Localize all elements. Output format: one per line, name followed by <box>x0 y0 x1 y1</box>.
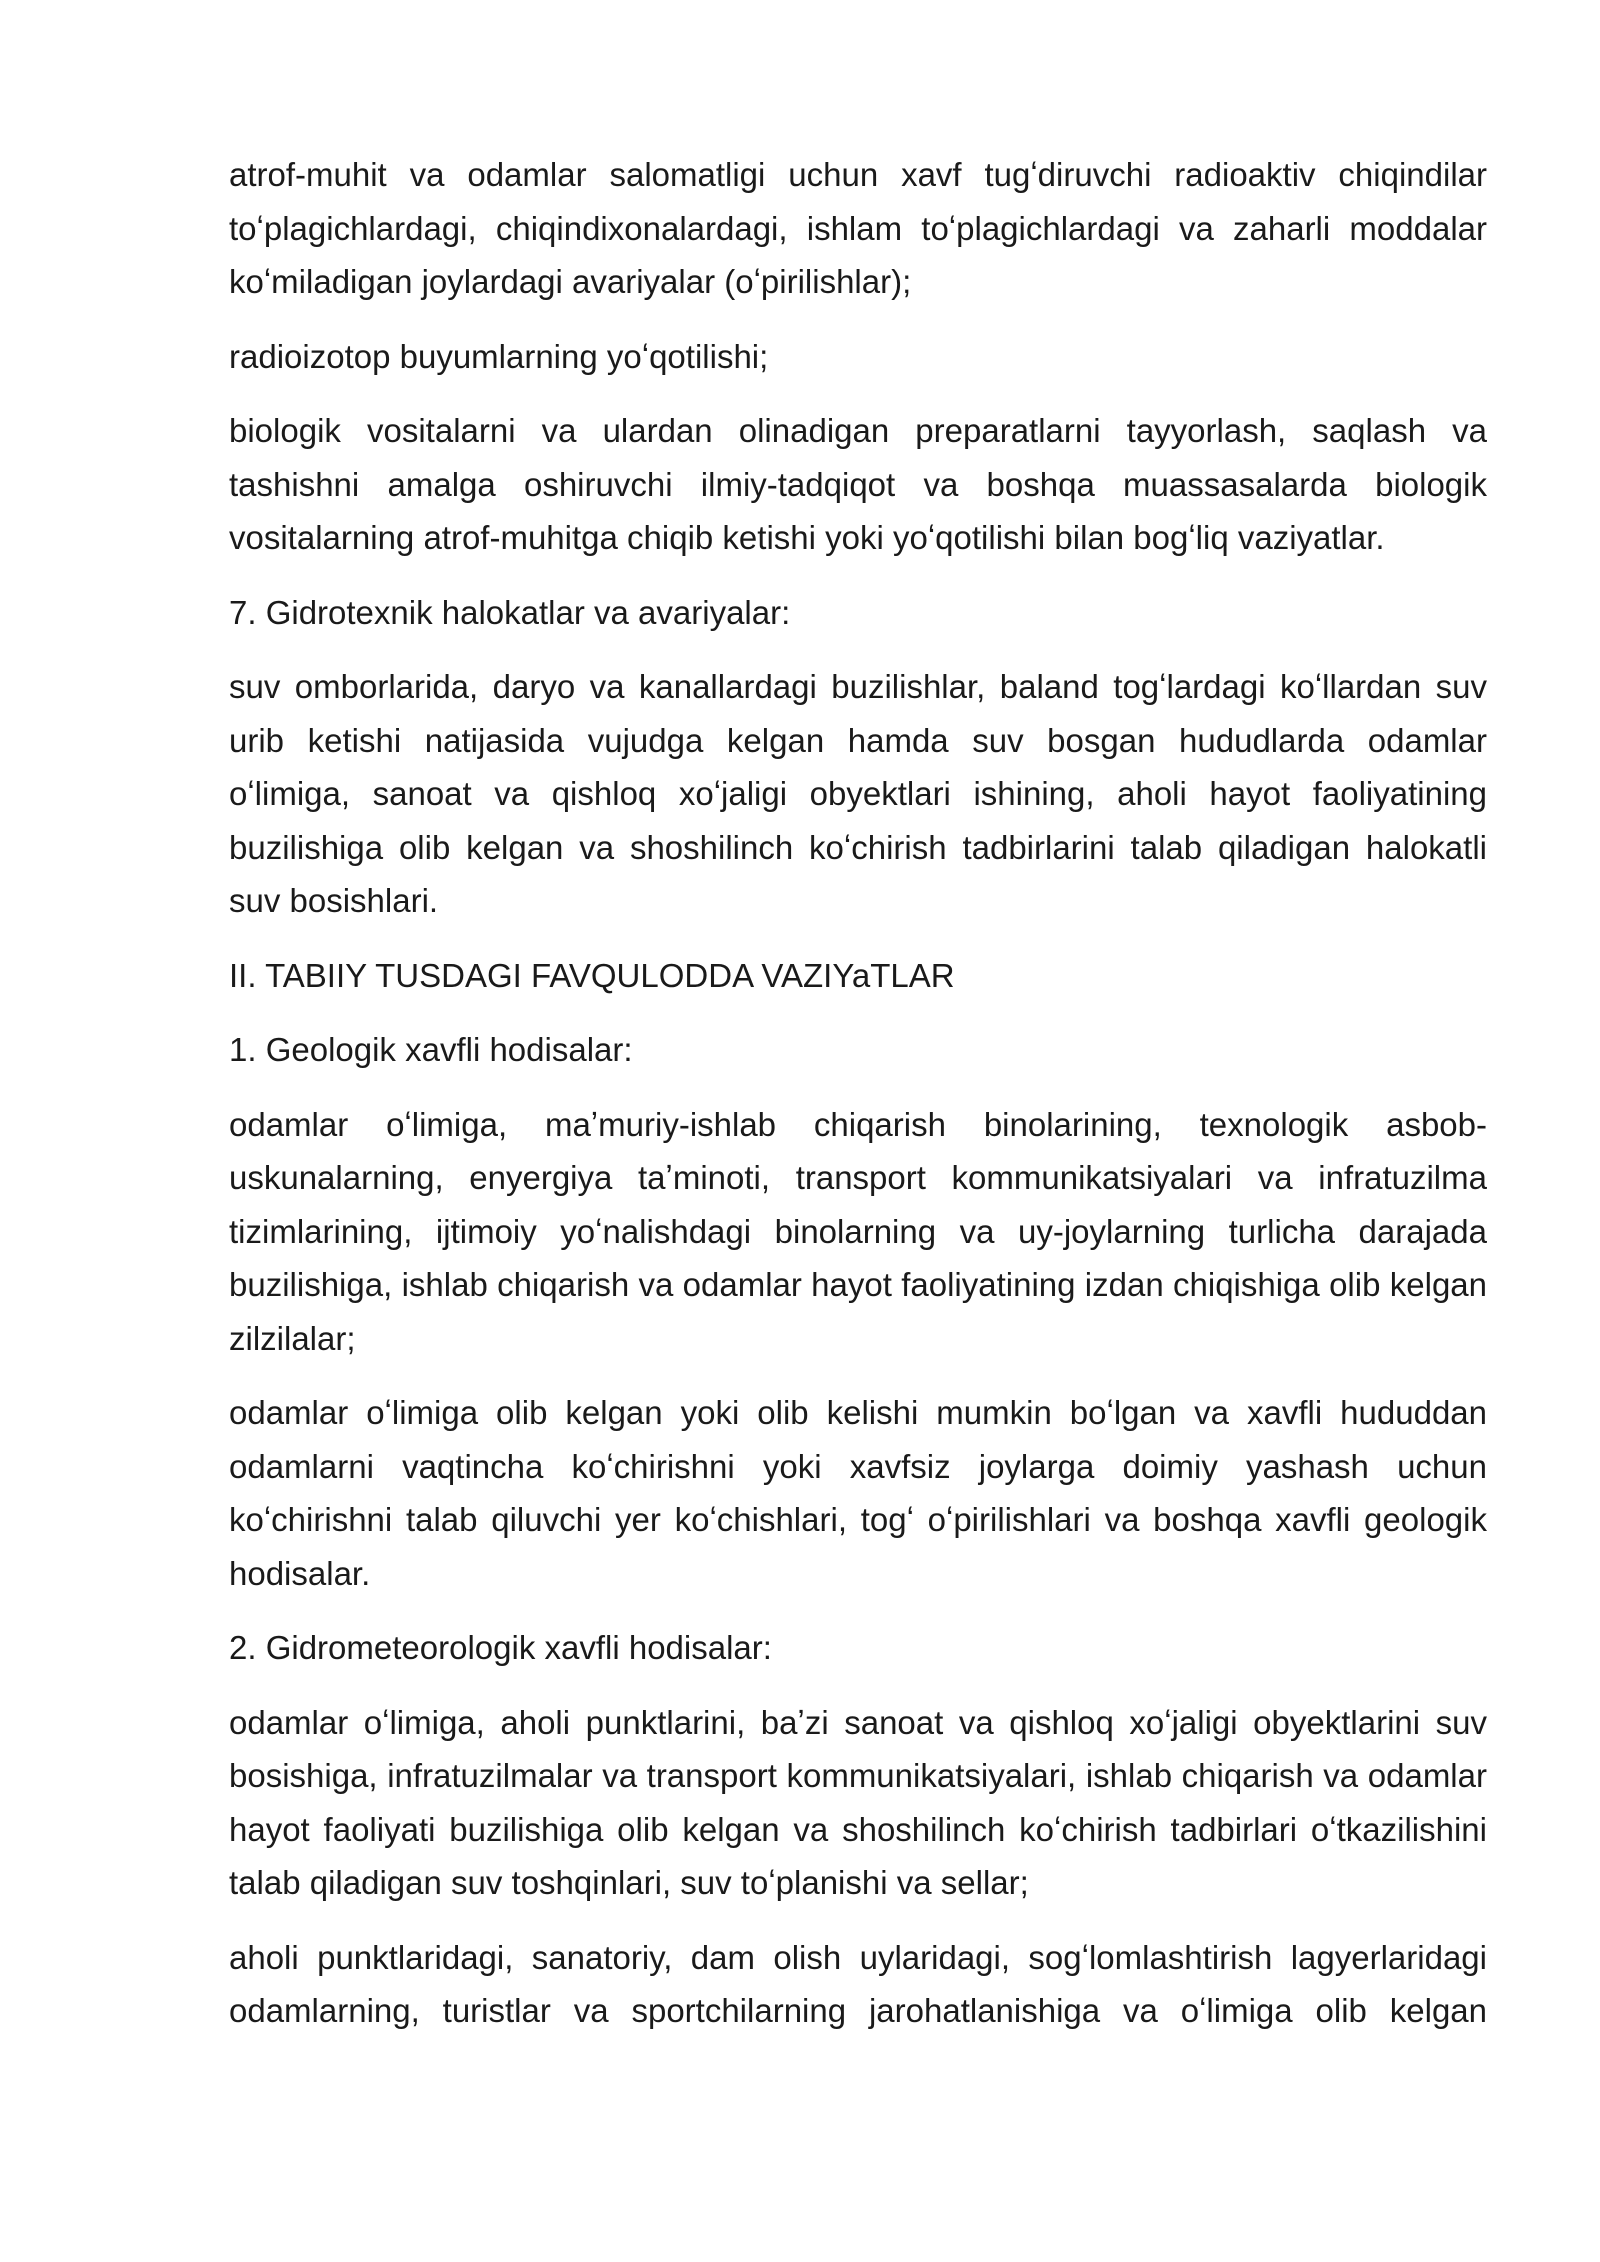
paragraph-floods-mudflows: odamlar oʻlimiga, aholi punktlarini, baʼzi sanoat va qishloq xoʻjaligi obyektlarini suv bosishiga, infratuzilmalar va transport kommunikatsiyalari, ishlab chiqarish va odamlar hayot faoliyati buzilishiga olib kelgan va shoshilinch koʻchirish tadbirlari oʻtkazilishini talab qiladigan suv toshqinlari, suv toʻplanishi va sellar; <box>229 1703 1487 1901</box>
paragraph-biological-agents: biologik vositalarni va ulardan olinadigan preparatlarni tayyorlash, saqlash va tashishni amalga oshiruvchi ilmiy-tadqiqot va boshqa muassasalarda biologik vositalarning atrof-muhitga chiqib ketishi yoki yoʻqotilishi bilan bogʻliq vaziyatlar. <box>229 412 1487 556</box>
paragraph-radioactive-waste-accidents: atrof-muhit va odamlar salomatligi uchun xavf tugʻdiruvchi radioaktiv chiqindilar toʻplagichlardagi, chiqindixonalardagi, ishlam toʻplagichlardagi va zaharli moddalar koʻmiladigan joylardagi avariyalar (oʻpirilishlar); <box>229 156 1487 300</box>
paragraph-settlement-casualties: aholi punktlaridagi, sanatoriy, dam olish uylaridagi, sogʻlomlashtirish lagyerlaridagi odamlarning, turistlar va sportchilarning jarohatlanishiga va oʻlimiga olib kelgan <box>229 1938 1487 2029</box>
document-page <box>229 148 1487 2059</box>
paragraph-catastrophic-flooding: suv omborlarida, daryo va kanallardagi buzilishlar, baland togʻlardagi koʻllardan suv urib ketishi natijasida vujudga kelgan hamda suv bosgan hududlarda odamlar oʻlimiga, sanoat va qishloq xoʻjaligi obyektlari ishining, aholi hayot faoliyatining buzilishiga olib kelgan va shoshilinch koʻchirish tadbirlarini talab qiladigan halokatli suv bosishlari. <box>229 668 1487 919</box>
paragraph-earthquakes: odamlar oʻlimiga, maʼmuriy-ishlab chiqarish binolarining, texnologik asbob-uskunalarning, enyergiya taʼminoti, transport kommunikatsiyalari va infratuzilma tizimlarining, ijtimoiy yoʻnalishdagi binolarning va uy-joylarning turlicha darajada buzilishiga, ishlab chiqarish va odamlar hayot faoliyatining izdan chiqishiga olib kelgan zilzilalar; <box>229 1105 1487 1357</box>
paragraph-radioisotope-loss: radioizotop buyumlarning yoʻqotilishi; <box>229 337 769 375</box>
heading-hydrotechnical-accidents: 7. Gidrotexnik halokatlar va avariyalar: <box>229 593 791 631</box>
paragraph-landslides: odamlar oʻlimiga olib kelgan yoki olib kelishi mumkin boʻlgan va xavfli hududdan odamlarni vaqtincha koʻchirishni yoki xavfsiz joylarga doimiy yashash uchun koʻchirishni talab qiluvchi yer koʻchishlari, togʻ oʻpirilishlari va boshqa xavfli geologik hodisalar. <box>229 1394 1487 1592</box>
heading-hydrometeorological-hazards: 2. Gidrometeorologik xavfli hodisalar: <box>229 1629 772 1666</box>
section-heading-natural-emergencies: II. TABIIY TUSDAGI FAVQULODDA VAZIYaTLAR <box>229 956 955 994</box>
heading-geological-hazards: 1. Geologik xavfli hodisalar: <box>229 1031 633 1068</box>
